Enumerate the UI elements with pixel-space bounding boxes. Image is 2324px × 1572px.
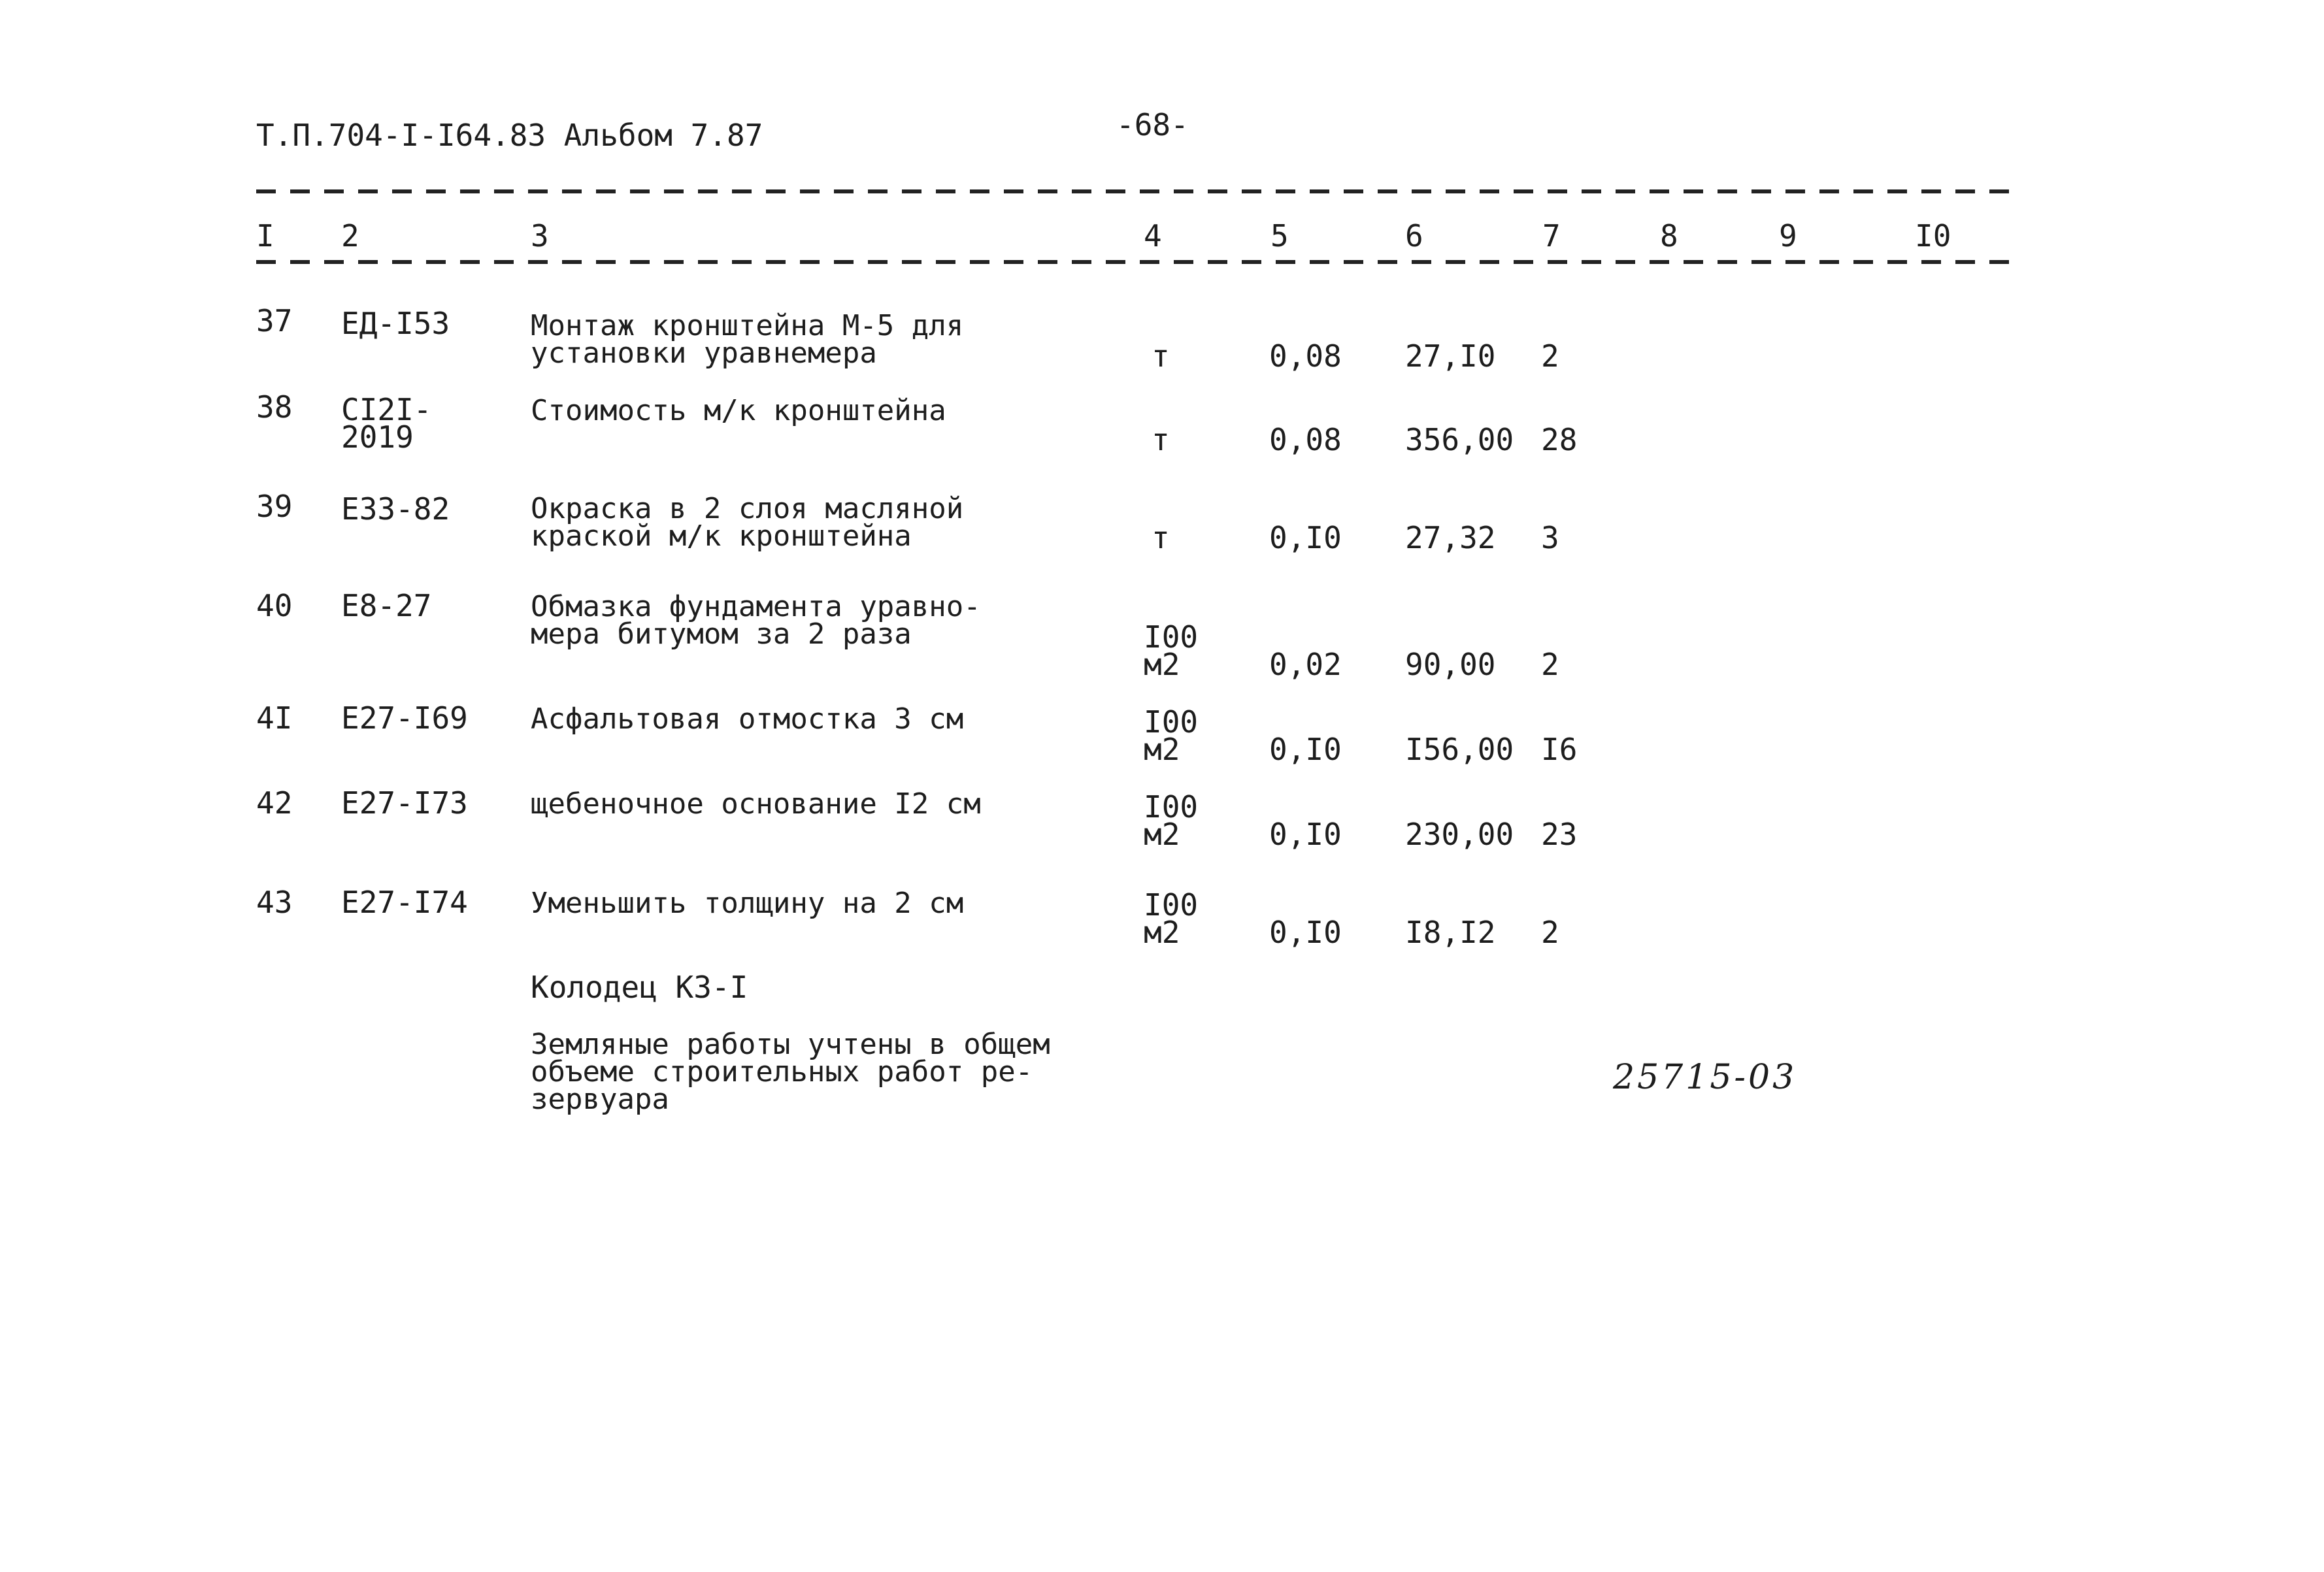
row-total: 23 — [1541, 817, 1578, 852]
row-number: 39 — [256, 489, 293, 524]
row-quantity: 0,08 — [1269, 422, 1342, 457]
row-description: мера битумом за 2 раза — [531, 617, 912, 651]
document-reference: Т.П.704-I-I64.83 Альбом 7.87 — [256, 118, 763, 153]
row-unit: т — [1152, 422, 1170, 457]
row-unit: I00 — [1144, 887, 1199, 923]
row-description: Уменьшить толщину на 2 см — [531, 887, 964, 920]
row-unit-price: I56,00 — [1405, 732, 1514, 767]
column-header: I — [256, 218, 274, 254]
row-unit-price: 27,I0 — [1405, 338, 1496, 374]
row-unit: I00 — [1144, 619, 1199, 655]
row-code: ЕД-I53 — [341, 306, 450, 341]
row-number: 37 — [256, 303, 293, 338]
column-header: 6 — [1405, 218, 1423, 254]
row-total: 2 — [1541, 647, 1559, 682]
column-header: 5 — [1270, 218, 1289, 254]
column-header: 9 — [1779, 218, 1797, 254]
row-quantity: 0,08 — [1269, 338, 1342, 374]
row-code: Е27-I73 — [341, 785, 468, 821]
row-description: Окраска в 2 слоя масляной — [531, 492, 964, 525]
row-unit-price: 356,00 — [1405, 422, 1514, 457]
row-unit: I00 — [1144, 704, 1199, 740]
row-number: 42 — [256, 785, 293, 821]
header-top-dashed-rule — [256, 189, 2021, 193]
row-quantity: 0,I0 — [1269, 915, 1342, 950]
row-description: Обмазка фундамента уравно- — [531, 590, 981, 623]
row-unit: I00 — [1144, 789, 1199, 825]
row-unit: м2 — [1144, 647, 1180, 682]
row-number: 4I — [256, 700, 293, 736]
column-header: 3 — [531, 218, 549, 254]
handwritten-number: 25715-03 — [1613, 1058, 1797, 1097]
row-unit-price: 27,32 — [1405, 520, 1496, 555]
row-number: 40 — [256, 588, 293, 623]
row-quantity: 0,I0 — [1269, 732, 1342, 767]
row-total: 3 — [1541, 520, 1559, 555]
row-unit: м2 — [1144, 732, 1180, 767]
row-quantity: 0,I0 — [1269, 520, 1342, 555]
row-total: I6 — [1541, 732, 1578, 767]
row-description: Монтаж кронштейна М-5 для — [531, 309, 964, 342]
row-description: краской м/к кронштейна — [531, 519, 912, 553]
row-unit-price: 90,00 — [1405, 647, 1496, 682]
row-code: Е8-27 — [341, 588, 432, 623]
row-unit: т — [1152, 520, 1170, 555]
row-number: 38 — [256, 389, 293, 425]
row-number: 43 — [256, 885, 293, 920]
row-code: CI2I- — [341, 392, 432, 427]
column-header: 7 — [1542, 218, 1561, 254]
note-line: объеме строительных работ ре- — [531, 1055, 1033, 1089]
row-unit-price: I8,I2 — [1405, 915, 1496, 950]
note-line: зервуара — [531, 1083, 669, 1116]
row-unit: т — [1152, 338, 1170, 374]
row-unit: м2 — [1144, 817, 1180, 852]
row-description: установки уравнемера — [531, 336, 877, 370]
row-code: 2019 — [341, 419, 414, 455]
row-unit-price: 230,00 — [1405, 817, 1514, 852]
section-title: Колодец КЗ-I — [531, 970, 748, 1005]
row-total: 2 — [1541, 338, 1559, 374]
row-total: 2 — [1541, 915, 1559, 950]
row-quantity: 0,I0 — [1269, 817, 1342, 852]
column-header: I0 — [1915, 218, 1951, 254]
column-header: 8 — [1660, 218, 1678, 254]
row-total: 28 — [1541, 422, 1578, 457]
row-description: Асфальтовая отмостка 3 см — [531, 702, 964, 736]
row-code: Е27-I69 — [341, 700, 468, 736]
row-description: щебеночное основание I2 см — [531, 787, 981, 821]
row-quantity: 0,02 — [1269, 647, 1342, 682]
row-code: Е27-I74 — [341, 885, 468, 920]
column-header: 4 — [1144, 218, 1162, 254]
row-unit: м2 — [1144, 915, 1180, 950]
header-bottom-dashed-rule — [256, 260, 2021, 264]
row-code: Е33-82 — [341, 491, 450, 527]
column-header: 2 — [341, 218, 359, 254]
note-line: Земляные работы учтены в общем — [531, 1028, 1050, 1061]
page-number: -68- — [1116, 107, 1189, 142]
row-description: Стоимость м/к кронштейна — [531, 394, 946, 427]
